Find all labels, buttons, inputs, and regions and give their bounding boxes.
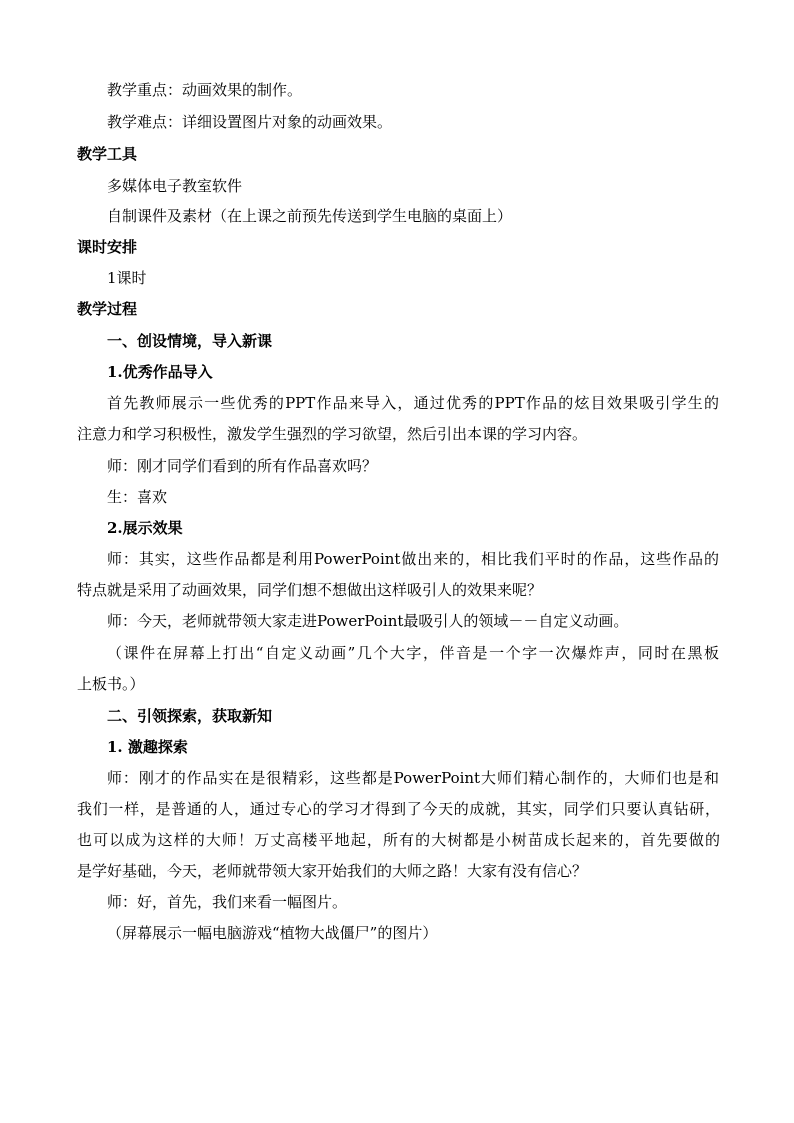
paragraph-4-line-3: 也可以成为这样的大师！万丈高楼平地起，所有的大树都是小树苗成长起来的，首先要做的 <box>77 831 720 849</box>
teaching-difficulty: 教学难点：详细设置图片对象的动画效果。 <box>107 113 393 131</box>
paragraph-1-line-1: 首先教师展示一些优秀的PPT作品来导入，通过优秀的PPT作品的炫目效果吸引学生的 <box>107 394 719 412</box>
screen-note: （屏幕展示一幅电脑游戏“植物大战僵尸”的图片） <box>107 924 438 942</box>
paragraph-3-line-2: 上板书。） <box>77 675 145 693</box>
dialog-teacher-3: 师：好，首先，我们来看一幅图片。 <box>107 893 348 911</box>
subsection-1-1-title: 1.优秀作品导入 <box>107 363 213 381</box>
paragraph-1-line-2: 注意力和学习积极性，激发学生强烈的学习欲望，然后引出本课的学习内容。 <box>77 425 588 443</box>
dialog-teacher-2: 师：今天，老师就带领大家走进PowerPoint最吸引人的领域－－自定义动画。 <box>107 612 629 630</box>
paragraph-3-line-1: （课件在屏幕上打出“自定义动画”几个大字，伴音是一个字一次爆炸声，同时在黑板 <box>107 644 719 662</box>
heading-teaching-tools: 教学工具 <box>77 145 138 163</box>
section-1-title: 一、创设情境，导入新课 <box>107 332 273 350</box>
teaching-focus: 教学重点：动画效果的制作。 <box>107 81 303 99</box>
paragraph-4-line-2: 我们一样，是普通的人，通过专心的学习才得到了今天的成就，其实，同学们只要认真钻研， <box>77 800 720 818</box>
tool-item-2: 自制课件及素材（在上课之前预先传送到学生电脑的桌面上） <box>107 207 513 225</box>
paragraph-2-line-1: 师：其实，这些作品都是利用PowerPoint做出来的，相比我们平时的作品，这些作品的 <box>107 550 719 568</box>
section-2-title: 二、引领探索，获取新知 <box>107 707 273 725</box>
heading-process: 教学过程 <box>77 300 138 318</box>
subsection-2-1-title: 1. 激趣探索 <box>107 738 188 756</box>
paragraph-4-line-1: 师：刚才的作品实在是很精彩，这些都是PowerPoint大师们精心制作的，大师们也是和 <box>107 769 719 787</box>
schedule-value: 1课时 <box>107 269 147 287</box>
subsection-1-2-title: 2.展示效果 <box>107 519 183 537</box>
dialog-teacher-1: 师：刚才同学们看到的所有作品喜欢吗？ <box>107 457 378 475</box>
heading-schedule: 课时安排 <box>77 238 138 256</box>
paragraph-2-line-2: 特点就是采用了动画效果，同学们想不想做出这样吸引人的效果来呢？ <box>77 581 543 599</box>
dialog-student-1: 生：喜欢 <box>107 488 168 506</box>
paragraph-4-line-4: 是学好基础，今天，老师就带领大家开始我们的大师之路！大家有没有信心？ <box>77 862 588 880</box>
tool-item-1: 多媒体电子教室软件 <box>107 177 243 195</box>
